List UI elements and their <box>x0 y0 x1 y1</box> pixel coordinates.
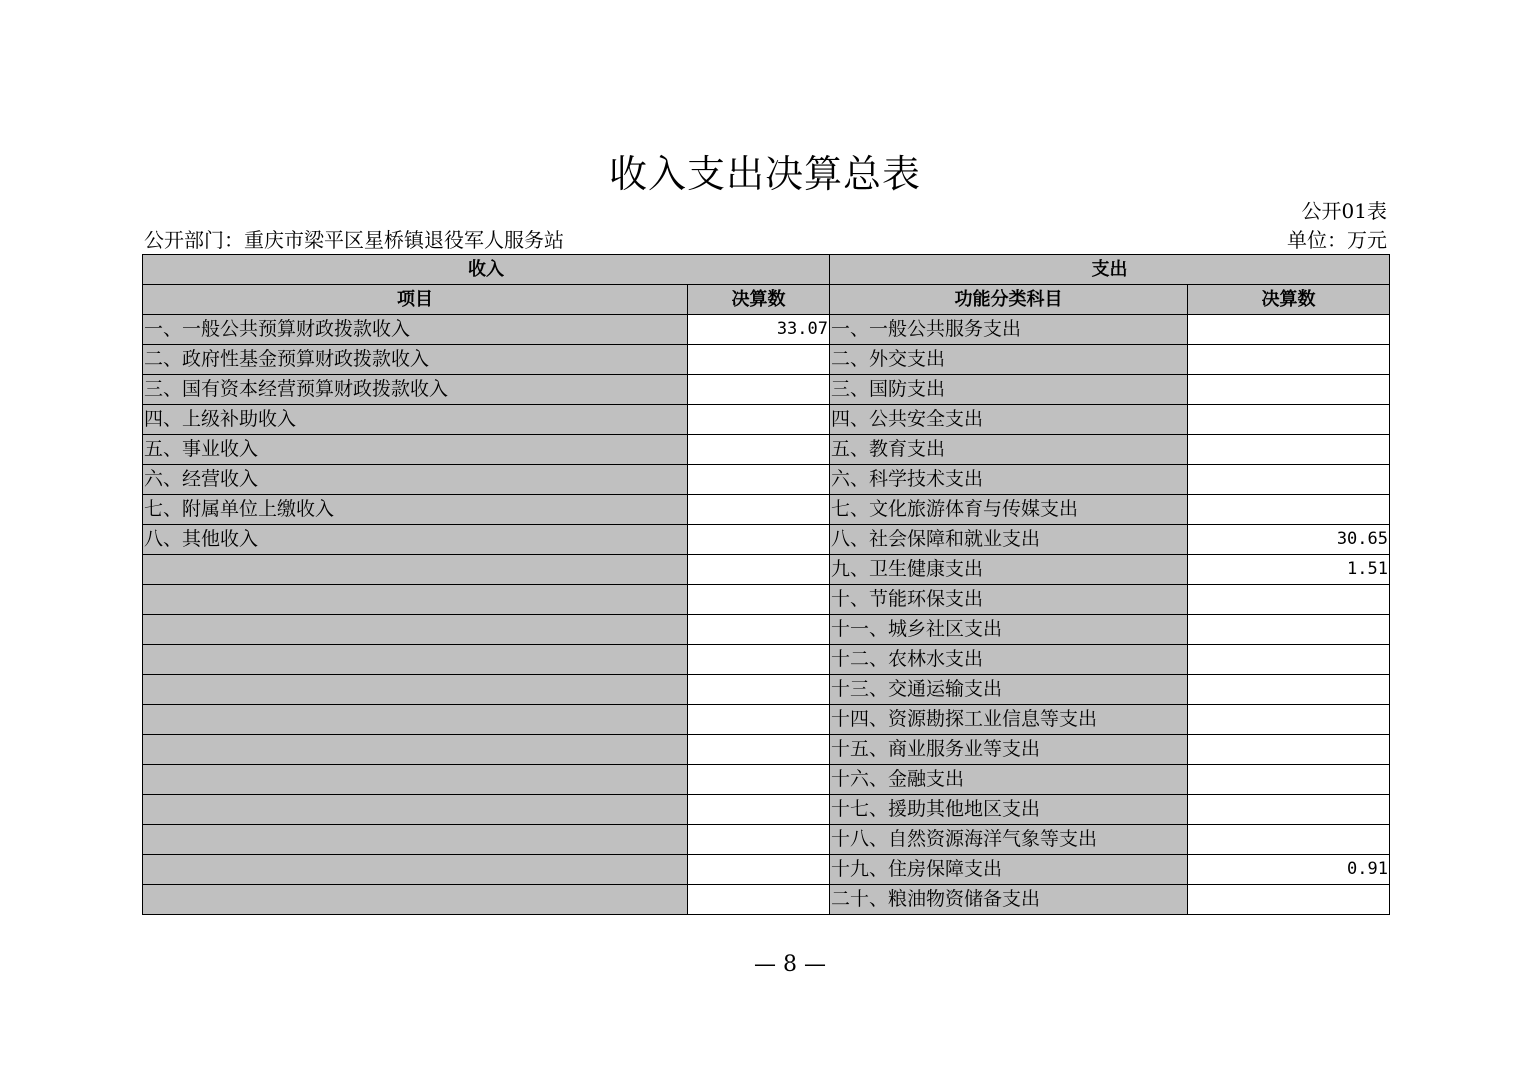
income-item-cell <box>143 825 688 855</box>
table-group-header-row <box>143 255 1390 285</box>
income-item-cell: 一、一般公共预算财政拨款收入 <box>143 315 688 345</box>
income-amount-header: 决算数 <box>688 285 830 315</box>
expense-amount-cell <box>1188 375 1390 405</box>
table-row <box>143 795 1390 825</box>
table-row <box>143 375 1390 405</box>
income-item-cell <box>143 855 688 885</box>
expense-amount-cell <box>1188 435 1390 465</box>
expense-item-cell: 一、一般公共服务支出 <box>830 315 1188 345</box>
expense-amount-cell: 0.91 <box>1188 855 1390 885</box>
income-item-cell: 七、附属单位上缴收入 <box>143 495 688 525</box>
expense-amount-cell <box>1188 795 1390 825</box>
income-item-header: 项目 <box>143 285 688 315</box>
income-amount-cell <box>688 615 830 645</box>
expense-amount-cell <box>1188 645 1390 675</box>
income-group-header: 收入 <box>143 255 830 285</box>
expense-item-cell: 二、外交支出 <box>830 345 1188 375</box>
income-item-cell <box>143 675 688 705</box>
income-expense-table <box>142 254 1390 915</box>
table-row <box>143 675 1390 705</box>
expense-item-cell: 十、节能环保支出 <box>830 585 1188 615</box>
income-amount-cell <box>688 375 830 405</box>
income-amount-cell <box>688 585 830 615</box>
income-item-cell <box>143 645 688 675</box>
table-row <box>143 435 1390 465</box>
income-item-cell <box>143 615 688 645</box>
income-amount-cell: 33.07 <box>688 315 830 345</box>
page-number: — 8 — <box>754 952 826 977</box>
income-item-cell <box>143 795 688 825</box>
expense-item-cell: 五、教育支出 <box>830 435 1188 465</box>
page-title: 收入支出决算总表 <box>608 152 921 196</box>
income-amount-cell <box>688 735 830 765</box>
income-amount-cell <box>688 705 830 735</box>
expense-item-cell: 二十、粮油物资储备支出 <box>830 885 1188 915</box>
income-item-cell <box>143 705 688 735</box>
table-row <box>143 315 1390 345</box>
table-row <box>143 495 1390 525</box>
income-amount-cell <box>688 795 830 825</box>
expense-item-cell: 九、卫生健康支出 <box>830 555 1188 585</box>
table-column-header-row <box>143 285 1390 315</box>
expense-amount-cell <box>1188 885 1390 915</box>
expense-item-cell: 八、社会保障和就业支出 <box>830 525 1188 555</box>
table-row <box>143 825 1390 855</box>
expense-amount-cell <box>1188 585 1390 615</box>
expense-amount-header: 决算数 <box>1188 285 1390 315</box>
income-item-cell <box>143 555 688 585</box>
income-item-cell: 八、其他收入 <box>143 525 688 555</box>
expense-item-cell: 十二、农林水支出 <box>830 645 1188 675</box>
expense-item-cell: 十六、金融支出 <box>830 765 1188 795</box>
table-body <box>143 315 1390 915</box>
income-amount-cell <box>688 555 830 585</box>
table-row <box>143 885 1390 915</box>
expense-subject-header: 功能分类科目 <box>830 285 1188 315</box>
income-item-cell <box>143 735 688 765</box>
expense-item-cell: 十一、城乡社区支出 <box>830 615 1188 645</box>
table-row <box>143 645 1390 675</box>
table-row <box>143 585 1390 615</box>
expense-amount-cell <box>1188 405 1390 435</box>
expense-item-cell: 十五、商业服务业等支出 <box>830 735 1188 765</box>
income-item-cell: 二、政府性基金预算财政拨款收入 <box>143 345 688 375</box>
income-amount-cell <box>688 465 830 495</box>
expense-item-cell: 十七、援助其他地区支出 <box>830 795 1188 825</box>
income-amount-cell <box>688 855 830 885</box>
table-row <box>143 405 1390 435</box>
expense-amount-cell: 1.51 <box>1188 555 1390 585</box>
expense-amount-cell: 30.65 <box>1188 525 1390 555</box>
expense-item-cell: 七、文化旅游体育与传媒支出 <box>830 495 1188 525</box>
expense-item-cell: 十四、资源勘探工业信息等支出 <box>830 705 1188 735</box>
table-row <box>143 525 1390 555</box>
unit-label: 单位：万元 <box>1287 228 1387 252</box>
expense-amount-cell <box>1188 675 1390 705</box>
table-row <box>143 705 1390 735</box>
expense-amount-cell <box>1188 345 1390 375</box>
table-row <box>143 555 1390 585</box>
income-amount-cell <box>688 525 830 555</box>
income-item-cell <box>143 885 688 915</box>
income-item-cell: 五、事业收入 <box>143 435 688 465</box>
income-amount-cell <box>688 405 830 435</box>
expense-item-cell: 六、科学技术支出 <box>830 465 1188 495</box>
expense-amount-cell <box>1188 315 1390 345</box>
table-row <box>143 855 1390 885</box>
expense-amount-cell <box>1188 465 1390 495</box>
expense-amount-cell <box>1188 615 1390 645</box>
expense-item-cell: 十九、住房保障支出 <box>830 855 1188 885</box>
income-amount-cell <box>688 825 830 855</box>
expense-item-cell: 十八、自然资源海洋气象等支出 <box>830 825 1188 855</box>
expense-amount-cell <box>1188 765 1390 795</box>
expense-item-cell: 三、国防支出 <box>830 375 1188 405</box>
table-row <box>143 735 1390 765</box>
expense-amount-cell <box>1188 495 1390 525</box>
income-amount-cell <box>688 495 830 525</box>
expense-item-cell: 四、公共安全支出 <box>830 405 1188 435</box>
income-amount-cell <box>688 885 830 915</box>
income-amount-cell <box>688 435 830 465</box>
income-item-cell: 六、经营收入 <box>143 465 688 495</box>
income-amount-cell <box>688 765 830 795</box>
department-label: 公开部门：重庆市梁平区星桥镇退役军人服务站 <box>144 228 564 252</box>
form-number: 公开01表 <box>1301 199 1387 223</box>
income-item-cell <box>143 765 688 795</box>
expense-amount-cell <box>1188 825 1390 855</box>
table-row <box>143 765 1390 795</box>
expense-amount-cell <box>1188 705 1390 735</box>
income-item-cell: 四、上级补助收入 <box>143 405 688 435</box>
income-item-cell <box>143 585 688 615</box>
expense-amount-cell <box>1188 735 1390 765</box>
expense-item-cell: 十三、交通运输支出 <box>830 675 1188 705</box>
income-amount-cell <box>688 645 830 675</box>
table-row <box>143 345 1390 375</box>
income-amount-cell <box>688 675 830 705</box>
expense-group-header: 支出 <box>830 255 1390 285</box>
income-amount-cell <box>688 345 830 375</box>
table-row <box>143 465 1390 495</box>
income-item-cell: 三、国有资本经营预算财政拨款收入 <box>143 375 688 405</box>
table-row <box>143 615 1390 645</box>
